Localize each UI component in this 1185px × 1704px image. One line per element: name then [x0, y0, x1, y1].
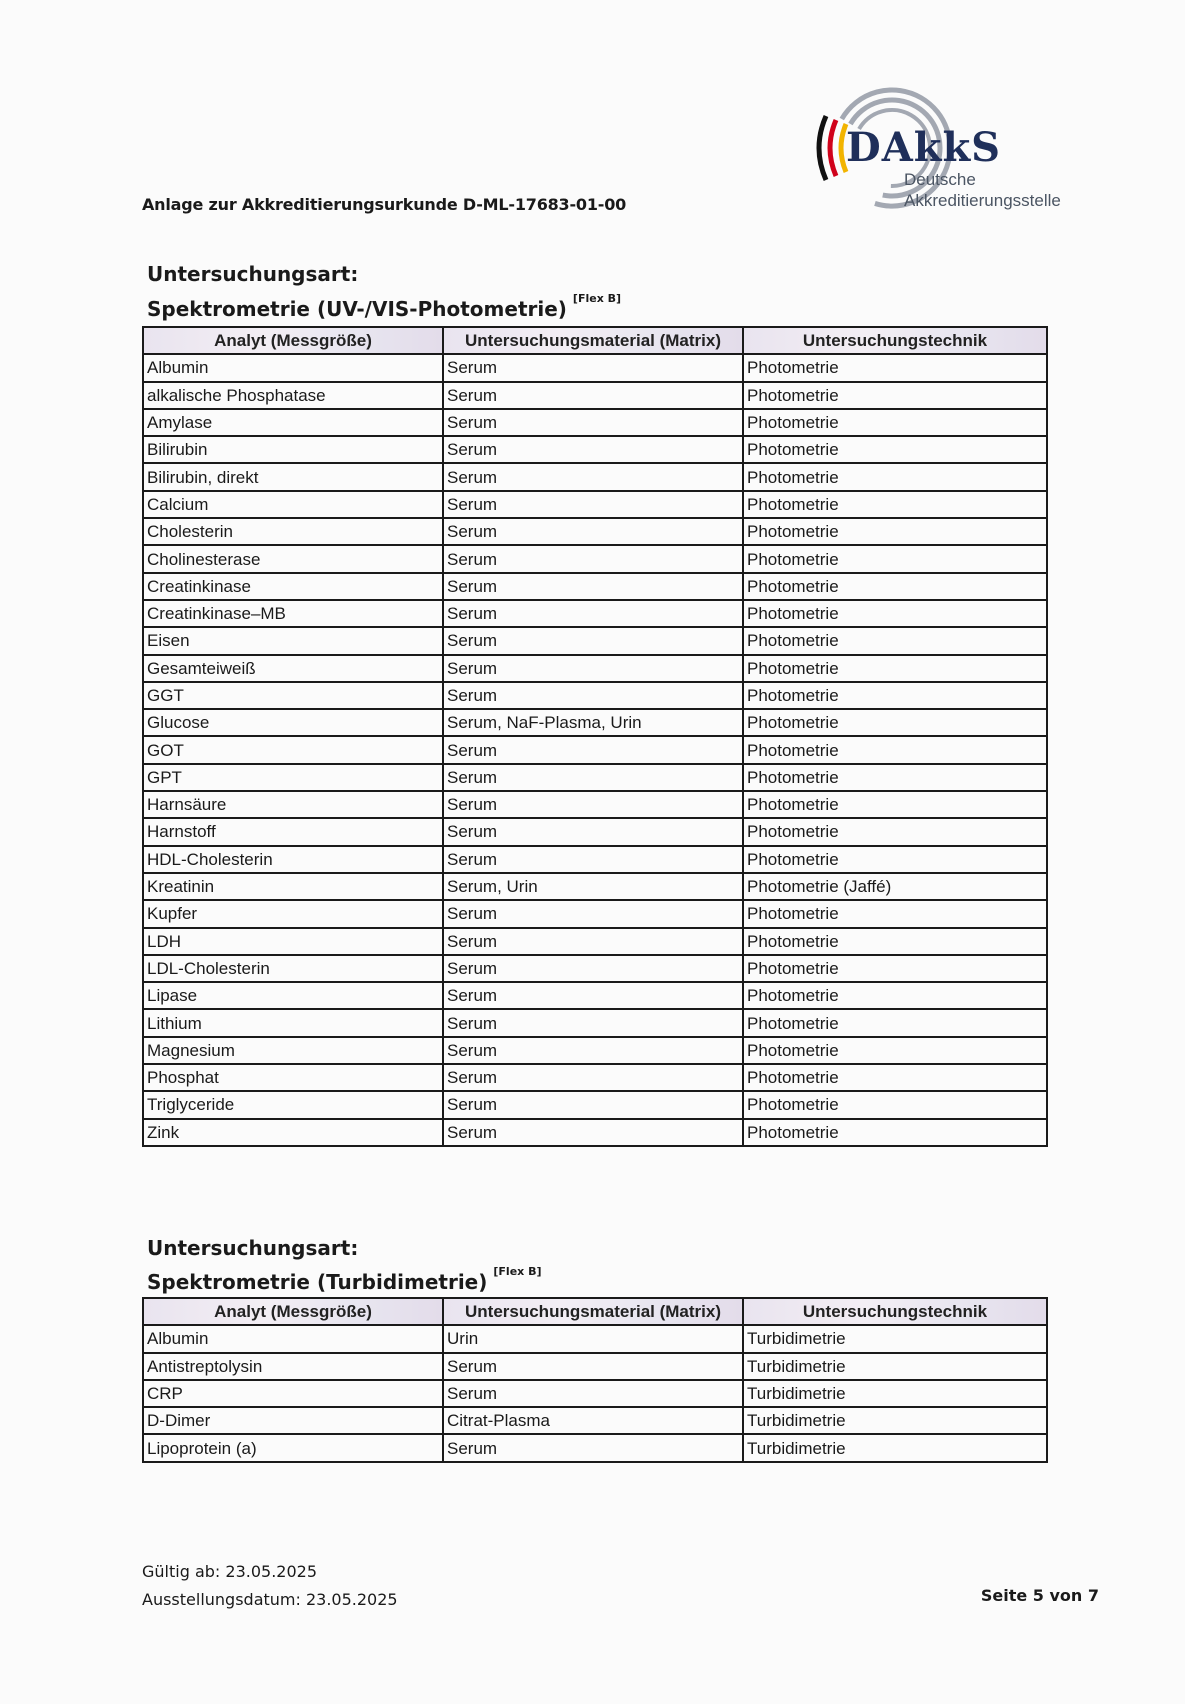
cell-analyt: Bilirubin, direkt: [143, 463, 443, 490]
table-row: [143, 518, 1047, 545]
cell-matrix: Serum: [443, 764, 743, 791]
cell-analyt: Creatinkinase: [143, 573, 443, 600]
cell-technik: Photometrie: [743, 764, 1047, 791]
section-2-title: [147, 1265, 542, 1294]
section-1-label: Untersuchungsart:: [147, 262, 359, 286]
cell-technik: Photometrie: [743, 573, 1047, 600]
cell-analyt: Zink: [143, 1119, 443, 1146]
cell-matrix: Serum: [443, 545, 743, 572]
table-row: [143, 1407, 1047, 1434]
cell-technik: Photometrie: [743, 1009, 1047, 1036]
table-header-row: [143, 327, 1047, 354]
turbidimetrie-table: [142, 1297, 1048, 1463]
cell-analyt: Albumin: [143, 354, 443, 381]
cell-matrix: Serum: [443, 1037, 743, 1064]
cell-analyt: Bilirubin: [143, 436, 443, 463]
cell-technik: Photometrie: [743, 1064, 1047, 1091]
section-2-flex-tag: [Flex B]: [493, 1265, 542, 1279]
logo-line-2: Akkreditierungsstelle: [904, 191, 1061, 210]
section-2-label: Untersuchungsart:: [147, 1236, 359, 1260]
cell-technik: Photometrie: [743, 846, 1047, 873]
cell-technik: Photometrie: [743, 709, 1047, 736]
cell-matrix: Serum: [443, 627, 743, 654]
cell-analyt: Phosphat: [143, 1064, 443, 1091]
table-row: [143, 1119, 1047, 1146]
section-2-title-text: Spektrometrie (Turbidimetrie): [147, 1270, 488, 1294]
cell-matrix: Serum: [443, 382, 743, 409]
cell-analyt: Amylase: [143, 409, 443, 436]
cell-matrix: Serum: [443, 900, 743, 927]
cell-technik: Photometrie: [743, 382, 1047, 409]
cell-analyt: Harnstoff: [143, 818, 443, 845]
table-row: [143, 354, 1047, 381]
cell-matrix: Serum: [443, 1119, 743, 1146]
cell-matrix: Serum: [443, 1091, 743, 1118]
cell-technik: Photometrie: [743, 409, 1047, 436]
cell-analyt: D-Dimer: [143, 1407, 443, 1434]
cell-matrix: Urin: [443, 1325, 743, 1352]
table-row: [143, 682, 1047, 709]
cell-matrix: Serum: [443, 682, 743, 709]
cell-analyt: alkalische Phosphatase: [143, 382, 443, 409]
table-row: [143, 928, 1047, 955]
table-row: [143, 1434, 1047, 1461]
cell-technik: Turbidimetrie: [743, 1407, 1047, 1434]
photometrie-table: [142, 326, 1048, 1147]
cell-matrix: Serum: [443, 491, 743, 518]
table-row: [143, 1037, 1047, 1064]
logo-wordmark: DAkkS: [846, 124, 1002, 171]
document-reference: Anlage zur Akkreditierungsurkunde D-ML-17683-01-00: [142, 195, 627, 214]
cell-analyt: Creatinkinase–MB: [143, 600, 443, 627]
cell-matrix: Serum, NaF-Plasma, Urin: [443, 709, 743, 736]
cell-technik: Photometrie: [743, 1037, 1047, 1064]
column-header-technik: Untersuchungstechnik: [743, 1298, 1047, 1325]
table-row: [143, 463, 1047, 490]
cell-matrix: Citrat-Plasma: [443, 1407, 743, 1434]
cell-analyt: Calcium: [143, 491, 443, 518]
table-row: [143, 655, 1047, 682]
table-row: [143, 436, 1047, 463]
cell-analyt: Lithium: [143, 1009, 443, 1036]
table-row: [143, 1380, 1047, 1407]
cell-matrix: Serum: [443, 791, 743, 818]
cell-analyt: Albumin: [143, 1325, 443, 1352]
cell-analyt: Kupfer: [143, 900, 443, 927]
table-row: [143, 600, 1047, 627]
cell-technik: Photometrie: [743, 900, 1047, 927]
cell-matrix: Serum: [443, 463, 743, 490]
table-row: [143, 1353, 1047, 1380]
issue-date: Ausstellungsdatum: 23.05.2025: [142, 1590, 398, 1609]
table-row: [143, 545, 1047, 572]
cell-analyt: HDL-Cholesterin: [143, 846, 443, 873]
table-row: [143, 382, 1047, 409]
cell-matrix: Serum: [443, 573, 743, 600]
table-row: [143, 764, 1047, 791]
cell-matrix: Serum: [443, 982, 743, 1009]
cell-analyt: Eisen: [143, 627, 443, 654]
cell-analyt: Harnsäure: [143, 791, 443, 818]
table-row: [143, 627, 1047, 654]
column-header-analyt: Analyt (Messgröße): [143, 1298, 443, 1325]
column-header-matrix: Untersuchungsmaterial (Matrix): [443, 327, 743, 354]
cell-matrix: Serum: [443, 600, 743, 627]
cell-matrix: Serum: [443, 436, 743, 463]
section-1-title-text: Spektrometrie (UV-/VIS-Photometrie): [147, 297, 567, 321]
cell-matrix: Serum: [443, 1353, 743, 1380]
cell-matrix: Serum: [443, 354, 743, 381]
table-row: [143, 491, 1047, 518]
cell-analyt: Lipoprotein (a): [143, 1434, 443, 1461]
cell-technik: Turbidimetrie: [743, 1325, 1047, 1352]
table-row: [143, 982, 1047, 1009]
table-row: [143, 955, 1047, 982]
table-row: [143, 1009, 1047, 1036]
cell-analyt: Triglyceride: [143, 1091, 443, 1118]
cell-analyt: Cholinesterase: [143, 545, 443, 572]
cell-technik: Photometrie: [743, 736, 1047, 763]
cell-technik: Photometrie: [743, 518, 1047, 545]
cell-matrix: Serum: [443, 1380, 743, 1407]
cell-analyt: LDL-Cholesterin: [143, 955, 443, 982]
cell-matrix: Serum: [443, 818, 743, 845]
cell-technik: Turbidimetrie: [743, 1434, 1047, 1461]
table-row: [143, 736, 1047, 763]
cell-matrix: Serum: [443, 955, 743, 982]
table-row: [143, 1064, 1047, 1091]
table-row: [143, 1325, 1047, 1352]
dakks-logo: [786, 86, 1086, 216]
cell-technik: Photometrie: [743, 627, 1047, 654]
cell-technik: Photometrie: [743, 818, 1047, 845]
cell-analyt: Magnesium: [143, 1037, 443, 1064]
cell-technik: Photometrie: [743, 545, 1047, 572]
column-header-analyt: Analyt (Messgröße): [143, 327, 443, 354]
cell-matrix: Serum: [443, 736, 743, 763]
cell-technik: Photometrie: [743, 1119, 1047, 1146]
section-1-flex-tag: [Flex B]: [572, 292, 622, 306]
cell-analyt: LDH: [143, 928, 443, 955]
cell-matrix: Serum: [443, 655, 743, 682]
cell-technik: Photometrie: [743, 491, 1047, 518]
cell-analyt: Lipase: [143, 982, 443, 1009]
cell-matrix: Serum: [443, 518, 743, 545]
cell-analyt: Gesamteiweiß: [143, 655, 443, 682]
cell-technik: Photometrie: [743, 791, 1047, 818]
table-row: [143, 573, 1047, 600]
cell-analyt: Kreatinin: [143, 873, 443, 900]
cell-technik: Photometrie: [743, 982, 1047, 1009]
cell-analyt: Cholesterin: [143, 518, 443, 545]
cell-matrix: Serum: [443, 1434, 743, 1461]
table-row: [143, 709, 1047, 736]
cell-matrix: Serum: [443, 1064, 743, 1091]
cell-technik: Photometrie: [743, 928, 1047, 955]
cell-analyt: GGT: [143, 682, 443, 709]
section-1-title: [147, 292, 622, 321]
cell-technik: Photometrie: [743, 354, 1047, 381]
cell-technik: Turbidimetrie: [743, 1380, 1047, 1407]
cell-technik: Turbidimetrie: [743, 1353, 1047, 1380]
cell-matrix: Serum: [443, 928, 743, 955]
cell-technik: Photometrie: [743, 600, 1047, 627]
cell-technik: Photometrie: [743, 655, 1047, 682]
cell-matrix: Serum, Urin: [443, 873, 743, 900]
table-row: [143, 409, 1047, 436]
cell-technik: Photometrie: [743, 436, 1047, 463]
table-row: [143, 818, 1047, 845]
cell-analyt: GOT: [143, 736, 443, 763]
valid-from: Gültig ab: 23.05.2025: [142, 1562, 317, 1581]
cell-matrix: Serum: [443, 409, 743, 436]
table-row: [143, 846, 1047, 873]
cell-analyt: Glucose: [143, 709, 443, 736]
cell-technik: Photometrie: [743, 955, 1047, 982]
page-number: Seite 5 von 7: [980, 1586, 1099, 1605]
cell-technik: Photometrie: [743, 463, 1047, 490]
cell-analyt: GPT: [143, 764, 443, 791]
cell-analyt: CRP: [143, 1380, 443, 1407]
cell-technik: Photometrie: [743, 1091, 1047, 1118]
cell-matrix: Serum: [443, 1009, 743, 1036]
cell-matrix: Serum: [443, 846, 743, 873]
column-header-matrix: Untersuchungsmaterial (Matrix): [443, 1298, 743, 1325]
cell-technik: Photometrie: [743, 682, 1047, 709]
table-row: [143, 900, 1047, 927]
table-header-row: [143, 1298, 1047, 1325]
table-row: [143, 1091, 1047, 1118]
cell-analyt: Antistreptolysin: [143, 1353, 443, 1380]
logo-line-1: Deutsche: [904, 170, 976, 189]
cell-technik: Photometrie (Jaffé): [743, 873, 1047, 900]
table-row: [143, 873, 1047, 900]
table-row: [143, 791, 1047, 818]
column-header-technik: Untersuchungstechnik: [743, 327, 1047, 354]
